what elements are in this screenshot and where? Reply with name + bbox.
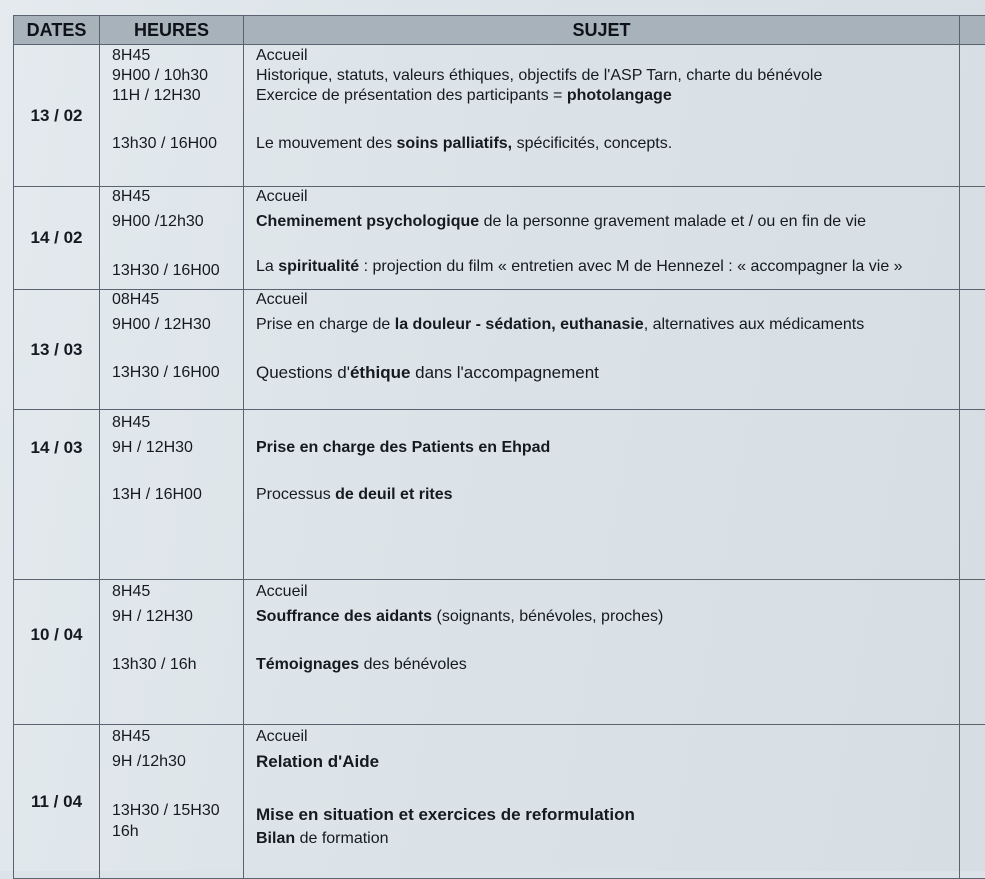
subject-text: Accueil bbox=[256, 728, 308, 745]
time-slot: 9H00 /12h30 bbox=[112, 212, 239, 232]
subject-text: des bénévoles bbox=[359, 656, 467, 673]
time-slot: 8H45 bbox=[112, 187, 239, 207]
session-times bbox=[100, 410, 244, 580]
session-subjects bbox=[244, 290, 960, 410]
subject-line bbox=[256, 187, 955, 207]
session-row bbox=[14, 187, 985, 290]
schedule-body bbox=[14, 45, 985, 879]
subject-line bbox=[256, 290, 955, 310]
session-subjects bbox=[244, 187, 960, 290]
session-row bbox=[14, 725, 985, 879]
session-row bbox=[14, 290, 985, 410]
session-times bbox=[100, 45, 244, 187]
time-slot: 13H30 / 16H00 bbox=[112, 363, 239, 383]
session-row bbox=[14, 580, 985, 725]
subject-line bbox=[256, 134, 955, 154]
session-subjects bbox=[244, 580, 960, 725]
extra-cell bbox=[960, 580, 985, 725]
time-slot: 16h bbox=[112, 822, 239, 842]
subject-line bbox=[256, 438, 955, 458]
header-extra bbox=[960, 16, 985, 45]
header-sujet: SUJET bbox=[244, 16, 960, 45]
header-row bbox=[14, 16, 985, 45]
subject-text-bold: éthique bbox=[350, 363, 410, 382]
time-slot: 8H45 bbox=[112, 413, 239, 433]
subject-text: : projection du film « entretien avec M de Hennezel : « accompagner la vie » bbox=[359, 258, 902, 275]
extra-cell bbox=[960, 410, 985, 580]
subject-line bbox=[256, 655, 955, 675]
subject-line bbox=[256, 727, 955, 747]
subject-text: dans l'accompagnement bbox=[410, 363, 598, 382]
subject-text-bold: Souffrance des aidants bbox=[256, 608, 432, 625]
time-slot: 13h30 / 16h bbox=[112, 655, 239, 675]
subject-line bbox=[256, 363, 955, 383]
subject-text: (soignants, bénévoles, proches) bbox=[432, 608, 663, 625]
header-dates: DATES bbox=[14, 16, 100, 45]
session-date: 11 / 04 bbox=[14, 725, 100, 879]
subject-line bbox=[256, 752, 955, 772]
time-slot: 13H30 / 16H00 bbox=[112, 261, 239, 281]
subject-text-bold: Témoignages bbox=[256, 656, 359, 673]
session-date: 14 / 02 bbox=[14, 187, 100, 290]
session-times bbox=[100, 290, 244, 410]
subject-line bbox=[256, 485, 955, 505]
session-date: 13 / 02 bbox=[14, 45, 100, 187]
extra-cell bbox=[960, 290, 985, 410]
session-date: 13 / 03 bbox=[14, 290, 100, 410]
time-slot: 08H45 bbox=[112, 290, 239, 310]
time-slot: 11H / 12H30 bbox=[112, 86, 239, 106]
subject-line bbox=[256, 86, 955, 106]
subject-text: Accueil bbox=[256, 47, 308, 64]
header-heures: HEURES bbox=[100, 16, 244, 45]
time-slot: 9H / 12H30 bbox=[112, 607, 239, 627]
subject-text: Le mouvement des bbox=[256, 135, 397, 152]
session-times bbox=[100, 725, 244, 879]
subject-line bbox=[256, 607, 955, 627]
subject-text-bold: Bilan bbox=[256, 830, 295, 847]
time-slot: 13H30 / 15H30 bbox=[112, 801, 239, 821]
subject-text-bold: Mise en situation et exercices de reformulation bbox=[256, 805, 635, 824]
time-slot: 8H45 bbox=[112, 582, 239, 602]
training-schedule-table bbox=[13, 15, 985, 879]
subject-line bbox=[256, 315, 955, 335]
subject-text: Historique, statuts, valeurs éthiques, objectifs de l'ASP Tarn, charte du bénévole bbox=[256, 67, 822, 84]
subject-text: Exercice de présentation des participants = bbox=[256, 87, 567, 104]
subject-text: La bbox=[256, 258, 278, 275]
subject-text: de formation bbox=[295, 830, 388, 847]
time-slot: 8H45 bbox=[112, 46, 239, 66]
subject-text-bold: Cheminement psychologique bbox=[256, 213, 479, 230]
time-slot: 9H00 / 10h30 bbox=[112, 66, 239, 86]
subject-line bbox=[256, 46, 955, 66]
subject-line bbox=[256, 212, 955, 232]
subject-text-bold: Prise en charge des Patients en Ehpad bbox=[256, 439, 550, 456]
subject-text-bold: photolangage bbox=[567, 87, 672, 104]
extra-cell bbox=[960, 187, 985, 290]
session-subjects bbox=[244, 725, 960, 879]
subject-text: Questions d' bbox=[256, 363, 350, 382]
extra-cell bbox=[960, 45, 985, 187]
subject-text-bold: soins palliatifs, bbox=[397, 135, 513, 152]
subject-text-bold: la douleur - sédation, euthanasie bbox=[395, 316, 644, 333]
subject-text: spécificités, concepts. bbox=[512, 135, 672, 152]
session-row bbox=[14, 410, 985, 580]
subject-text-bold: de deuil et rites bbox=[335, 486, 452, 503]
subject-text: Processus bbox=[256, 486, 335, 503]
time-slot: 8H45 bbox=[112, 727, 239, 747]
subject-line bbox=[256, 829, 955, 849]
time-slot: 13h30 / 16H00 bbox=[112, 134, 239, 154]
time-slot: 9H / 12H30 bbox=[112, 438, 239, 458]
subject-text: Accueil bbox=[256, 188, 308, 205]
time-slot: 9H /12h30 bbox=[112, 752, 239, 772]
subject-text: , alternatives aux médicaments bbox=[644, 316, 865, 333]
time-slot: 9H00 / 12H30 bbox=[112, 315, 239, 335]
session-row bbox=[14, 45, 985, 187]
subject-text-bold: spiritualité bbox=[278, 258, 359, 275]
time-slot: 13H / 16H00 bbox=[112, 485, 239, 505]
session-subjects bbox=[244, 45, 960, 187]
session-date: 14 / 03 bbox=[14, 410, 100, 580]
subject-line bbox=[256, 66, 955, 86]
subject-text: Accueil bbox=[256, 291, 308, 308]
subject-line bbox=[256, 582, 955, 602]
subject-text: Prise en charge de bbox=[256, 316, 395, 333]
session-times bbox=[100, 580, 244, 725]
session-subjects bbox=[244, 410, 960, 580]
subject-text: Accueil bbox=[256, 583, 308, 600]
subject-line bbox=[256, 257, 955, 277]
session-date: 10 / 04 bbox=[14, 580, 100, 725]
extra-cell bbox=[960, 725, 985, 879]
subject-text-bold: Relation d'Aide bbox=[256, 752, 379, 771]
session-times bbox=[100, 187, 244, 290]
subject-text: de la personne gravement malade et / ou en fin de vie bbox=[479, 213, 866, 230]
subject-line bbox=[256, 805, 955, 825]
